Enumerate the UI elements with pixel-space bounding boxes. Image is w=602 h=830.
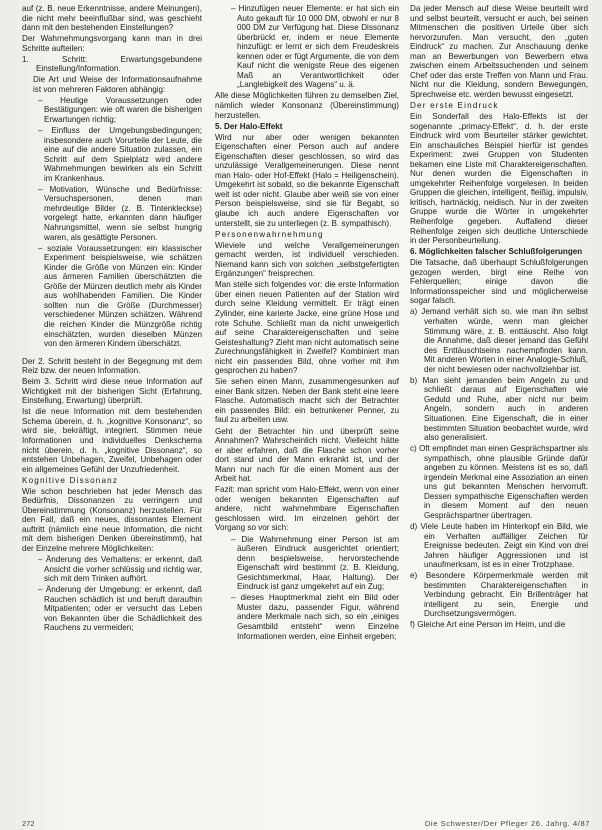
paragraph: Ein Sonderfall des Halo-Effekts ist der sogenannte „primacy-Effekt“, d. h. der erste Eindruck wird vom Beurteiler stärker gewichtet. Ein anschauliches Beispiel hierfür ist gendes Experiment: zwei Gruppen von Studenten bekamen eine Liste mit Charaktereigenschaften. Nur denen wurden die Eigenschaften in umgekehrter Reihenfolge vorgelesen. In beiden Gruppen die gleichen, intelligent, fleißig, impulsiv, kritisch, hartnäckig, neidisch. Nur in der zweiten Gruppe wurde die Wörter in umgekehrter Reihenfolge gegeben. Auffallend dieser Reihenfolge zeigen sich deutliche Unterschiede in der Personbeurteilung. [410,112,588,246]
section-heading: Kognitive Dissonanz [22,475,119,485]
paragraph: Sie sehen einen Mann, zusammengesunken auf einer Bank sitzen. Neben der Bank steht eine leere Flasche. Automatisch macht sich der Betrachter ein passendes Bild: ein betrunkener Penner, zu faul zu arbeiten usw. [215,377,399,425]
list-item: – Hinzufügen neuer Elemente: er hat sich ein Auto gekauft für 10 000 DM, obwohl er nur 8 000 DM zur Verfügung hat. Diese Dissonanz überbrückt er, indem er neue Elemente hinzufügt: er lernt er sich dem Freudeskreis kennen oder er fügt Argumente, die von dem Kauf nicht die wenigste Reue des eigenen Maß an Verantwortlichkeit oder „Langlebigkeit des Wagens“ u. ä. [231,4,399,90]
section-heading: 6. Möglichkeiten falscher Schlußfolgerungen [410,247,583,257]
list-item: – Einfluss der Umgebungsbedingungen; insbesondere auch Vorurteile der Leute, die eine auf die andere Situation zulassen, ein Schritt auf dem Spielplatz wird andere Wahrnehmungen bewirken als ein Schritt im Krankenhaus. [38,126,202,183]
list-item: a) Jemand verhält sich so, wie man ihn selbst verhalten würde, wenn man gleicher Stimmung wäre, z. B. enttäuscht. Also folgt die Annahme, daß dieser jemand das Gefühl des Enttäuschtseins nachempfinden kann. Mit anderen Worten in einer Analogie-Schluß, der nicht bewiesen oder nachvollziehbar ist. [410,307,588,374]
paragraph: Die Tatsache, daß überhaupt Schlußfolgerungen gezogen werden, birgt eine Reihe von Fehlerquellen; einige davon die Informationsspeicher sind und möglicherweise sogar falsch. [410,258,588,306]
paragraph: Wird nur aber oder wenigen bekannten Eigenschaften einer Person auch auf andere Eigenschaften dieser geschlossen, so wird das unzulässige Verallgemeinerungen. Diese nennt man Halo- oder Hof-Effekt (Halo = Heiligenschein). Umgekehrt ist sobald, so die bekannte Eigenschaft weit ist oder nicht. Glaube aber weiß sie von einer Person beispielsweise, sind sie für Begabt, so glaube ich auch andere Eigenschaften vor unterstellt, sie zu unterliegen (z. B. sympathisch). [215,132,399,228]
list-item: – dieses Hauptmerkmal zieht ein Bild oder Muster dazu, passender Figur, während andere Merkmale nach sich, so ein „einiges Gesamtbild entsteht“ wenn Einzelne Informationen werden, eine Einheit ergeben; [231,593,399,641]
paragraph: Die Art und Weise der Informationsaufnahme ist von mehreren Faktoren abhängig: [33,75,202,94]
text-column-middle [215,4,399,643]
step-2: Der 2. Schritt besteht in der Begegnung mit dem Reiz bzw. der neuen Information. [22,356,202,376]
paragraph: Wie schon beschrieben hat jeder Mensch das Bedürfnis, Dissonanzen zu verringern und Übereinstimmung (Konsonanz) herzustellen. Für den Fall, daß ein neues, dissonantes Element auftritt (nämlich eine neue Information, die nicht mit dem bisherigen Denken übereinstimmt), hat der Einzelne mehrere Möglichkeiten: [22,486,202,554]
text-column-left [22,4,202,634]
list-item: d) Viele Leute haben im Hinterkopf ein Bild, wie ein Verhalten auffälliger Zeichen für Ereignisse bedeuten. Zeigt ein Kind von drei Jahren häufiger Aggressionen und ist unaufmerksam, ist es in einer Trotzphase. [410,521,588,570]
list-item: b) Man sieht jemanden beim Angeln zu und schließt daraus auf Eigenschaften wie Geduld und Ruhe, aber nicht nur beim Angeln, sondern auch in anderen Situationen. Eine Eigenschaft, die in einer bestimmten Situation beobachtet wurde, wird also generalisiert. [410,375,588,443]
paragraph: Der Wahrnehmungsvorgang kann man in drei Schritte aufteilen: [22,34,202,53]
list-item: – Heutige Voraussetzungen oder Bestätigungen: wie oft waren die bisherigen Erwartungen richtig; [38,95,202,125]
list-item: – soziale Voraussetzungen: ein klassischer Experiment beispielsweise, wie schätzen Kinder die Größe von Münzen ein: Kinder aus ärmeren Familien überschätzten die Größe der Münzen deutlich mehr als Kinder aus wohlhabenden Familien. Die Kinder sollten nun die Größe (Durchmesser) verschiedener Münzen schätzen. Während die reichen Kinder die Münzgröße richtig einschätzten, wurden dieselben Münzen von den ärmeren Kindern überschätzt. [38,243,202,349]
paragraph: auf (z. B. neue Erkenntnisse, andere Meinungen), die nicht mehr beeinflußbar sind, was geschieht dann mit den bestehenden Einstellungen? [22,4,202,33]
journal-footer: Die Schwester/Der Pfleger 26. Jahrg. 4/87 [424,819,590,828]
text-column-right [410,4,588,632]
list-item: f) Gleiche Art eine Person im Heim, und die [410,620,566,630]
section-heading: Personenwahrnehmung [215,229,324,239]
paragraph: Man stelle sich folgendes vor: die erste Information über einen neuen Patienten auf der Station wird durch seine Kleidung vermittelt. Er trägt einen Zylinder, eine karierte Jacke, eine grüne Hose und rote Schuhe. Schließt man da nicht unweigerlich auf seine Charaktereigenschaften und seine Geisteshaltung? Zieht man nicht automatisch seine Zurechnungsfähigkeit in Zweifel? Kombiniert man nicht ein passendes Bild, ohne vorher mit ihm gesprochen zu haben? [215,280,399,376]
list-item: c) Oft empfindet man einen Gesprächspartner als sympathisch, ohne plausible Gründe dafür angeben zu können. Meistens ist es so, daß irgendein Merkmal eine Assoziation an einen uns gut bekannten Menschen hervorruft. Dessen sympathische Eigenschaften werden in diesem Moment auf den neuen Gesprächspartner übertragen. [410,444,588,520]
list-item: e) Besondere Körpermerkmale werden mit bestimmten Charaktereigenschaften in Verbindung gebracht. Ein Brillenträger hat intelligent zu sein, Energie und Durchsetzungsvermögen. [410,571,588,619]
paragraph: Wieviele und welche Verallgemeinerungen gemacht werden, ist individuell verschieden. Niemand kann sich von solchen „selbstgefertigten Ergänzungen“ freisprechen. [215,240,399,279]
paragraph: Ist die neue Information mit dem bestehenden Schema überein, d. h. „kognitive Konsonanz“, so wird sie, bekräftigt, integriert. Stimmen neue Informationen und individuelles Denkschema nicht überein, d. h. „kognitive Dissonanz“, so entstehen Unbehagen, Zweifel, Unbehagen oder ein allgemeines Gefühl der Unzufriedenheit. [22,407,202,474]
section-heading: Der erste Eindruck [410,100,499,110]
page-number: 272 [22,819,35,828]
section-heading: 5. Der Halo-Effekt [215,121,283,131]
list-item: – Die Wahrnehmung einer Person ist am äußeren Eindruck ausgerichtet orientiert; denn bespielsweise, hervorstechende Eigenschaft wird bestimmt (z. B. Kleidung, Gesichtsmerkmal, Haar, Haltung). Der Eindruck ist ganz umgekehrt auf ein Zug; [231,534,399,592]
list-item: – Motivation, Wünsche und Bedürfnisse: Versuchspersonen, denen man mehrdeutige Bilder (z. B. Tintenkleckse) vorgelegt hatte, erkannten dann häufiger Nahrungsmittel, wenn sie selbst hungrig waren, als gesättigte Personen. [38,184,202,242]
paragraph: Geht der Betrachter hin und überprüft seine Annahmen? Wahrscheinlich nicht. Vielleicht hätte er aber erfahren, daß die Flasche schon vorher dort stand und der Mann erkrankt ist, und der Mann nur nach für die einen Moment aus der Arbeit hat. [215,426,399,484]
list-item: – Änderung der Umgebung: er erkennt, daß Rauchen schädlich ist und beruft daraufhin Mitpatienten; oder er versucht das Leben von Bekannten über die Schädlichkeit des Rauchens zu vermeiden; [38,585,202,633]
step-3: Beim 3. Schritt wird diese neue Information auf Wichtigkeit mit der bisherigen Sicht (Erfahrung, Einstellung, Erwartung) überprüft. [22,377,202,406]
paragraph: Da jeder Mensch auf diese Weise beurteilt wird und selbst beurteilt, versucht er auch, bei seinen Mitmenschen die positiven Urteile über sich hervorzurufen. Man versucht, den „guten Eindruck“ zu machen. Zur Anschauung denke man an Bewerbungen von Bewerbern etwa zwischen einem Arbeitssuchenden und seinem Chef oder das erste Treffen von Mann und Frau. Nicht nur die Kleidung, sondern Bewegungen, Sprechweise etc. werden bewusst eingesetzt. [410,4,588,99]
list-item: – Änderung des Verhaltens: er erkennt, daß Ansicht die vorher schlüssig und richtig war, sich mit dem Trinken aufhört. [38,555,202,584]
step-1: 1. Schritt: Erwartungsgebundene Einstellung/Information. [22,54,202,74]
paragraph: Alle diese Möglichkeiten führen zu demselben Ziel, nämlich wieder Konsonanz (Übereinstimmung) herzustellen. [215,91,399,120]
paragraph: Fazit: man spricht vom Halo-Effekt, wenn von einer oder wenigen bekannten Eigenschaften auf andere, nicht wahrnehmbare Eigenschaften geschlossen wird. Im einzelnen gehört der Vorgang so vor sich: [215,485,399,533]
